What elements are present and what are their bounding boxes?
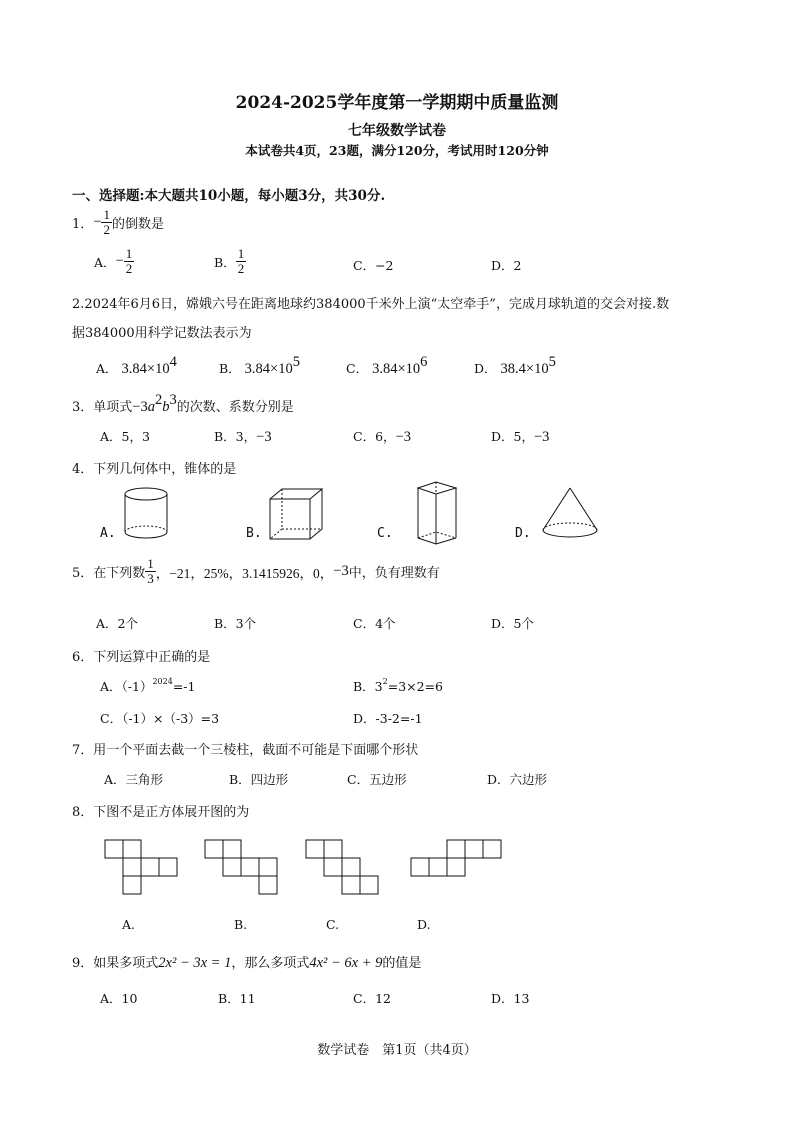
option-a[interactable]: A. — [100, 526, 116, 541]
net-figure-b — [204, 839, 280, 895]
net-figure-c — [305, 839, 381, 895]
exam-title: 2024-2025学年度第一学期期中质量监测 — [235, 93, 559, 113]
prism-figure — [414, 480, 464, 546]
question-8: 8．下图不是正方体展开图的为 — [72, 805, 250, 820]
option-c[interactable]: C. — [326, 917, 340, 932]
question-2-line1: 2.2024年6月6日，嫦娥六号在距离地球约384000千米外上演“太空牵手”，完成月球轨道的交会对接.数 — [72, 297, 670, 312]
question-3: 3．单项式$-3a^2b^3$的次数、系数分别是 — [72, 392, 294, 415]
option-c[interactable]: C．12 — [353, 991, 391, 1006]
option-c[interactable]: C．（-1）×（-3）=3 — [100, 711, 220, 726]
option-c[interactable]: C. — [377, 526, 393, 541]
question-9: 9．如果多项式2x² − 3x = 1，那么多项式4x² − 6x + 9的值是 — [72, 955, 422, 971]
option-a[interactable]: A． $3.84\times 10^4$ — [96, 354, 177, 377]
option-d[interactable]: D. — [417, 917, 431, 932]
option-d[interactable]: D．5，−3 — [491, 429, 550, 445]
cone-figure — [540, 486, 600, 542]
cube-figure — [268, 487, 326, 543]
question-2-line2: 据384000用科学记数法表示为 — [72, 326, 252, 341]
option-c[interactable]: C． $3.84\times 10^6$ — [346, 354, 428, 377]
question-number: 1． — [72, 217, 94, 232]
exam-info: 本试卷共4页，23题，满分120分，考试用时120分钟 — [245, 143, 549, 158]
question-6: 6．下列运算中正确的是 — [72, 650, 211, 665]
option-b[interactable]: B．四边形 — [229, 772, 289, 787]
option-d[interactable]: D．六边形 — [487, 772, 548, 787]
option-b[interactable]: B．11 — [218, 991, 256, 1006]
question-7: 7．用一个平面去截一个三棱柱，截面不可能是下面哪个形状 — [72, 743, 419, 758]
option-b[interactable]: B．$3^2=3\times 2=6$ — [353, 677, 444, 694]
option-b[interactable]: B. — [246, 526, 262, 541]
question-5: 5．在下列数 $\frac{1}{3}$ ，−21，25%，3.1415926，0， −3 中，负有理数有 — [72, 556, 440, 586]
option-a[interactable]: A．10 — [100, 991, 138, 1006]
option-c[interactable]: C．五边形 — [347, 772, 407, 787]
option-a[interactable]: A．2个 — [96, 616, 138, 631]
option-d[interactable]: D．5个 — [491, 616, 534, 631]
option-b[interactable]: B．3，−3 — [214, 429, 272, 445]
option-b[interactable]: B. — [234, 917, 248, 932]
option-d[interactable]: D． $38.4\times 10^5$ — [474, 354, 556, 377]
option-b[interactable]: B．3个 — [214, 616, 257, 631]
option-d[interactable]: D. — [515, 526, 531, 541]
option-d[interactable]: D．-3-2=-1 — [353, 711, 423, 726]
net-figure-d — [410, 839, 504, 877]
option-d[interactable]: D．13 — [491, 991, 530, 1006]
question-4: 4．下列几何体中，锥体的是 — [72, 462, 237, 477]
option-c[interactable]: C．4个 — [353, 616, 396, 631]
option-a[interactable]: A．5，3 — [100, 429, 150, 444]
option-b[interactable]: B． $3.84\times 10^5$ — [219, 354, 300, 377]
option-a[interactable]: A．三角形 — [104, 772, 164, 787]
option-d[interactable]: D．2 — [491, 258, 522, 273]
exam-subtitle: 七年级数学试卷 — [348, 123, 446, 139]
option-b[interactable]: B． $\frac{1}{2}$ — [214, 246, 245, 276]
page-footer: 数学试卷 第1页（共4页） — [317, 1043, 477, 1058]
option-a[interactable]: A．$(-1)^{2024}=-1$ — [100, 677, 196, 694]
option-a[interactable]: A. — [122, 917, 136, 932]
fraction: $\frac{1}{2}$ — [103, 207, 110, 237]
option-c[interactable]: C．6，−3 — [353, 429, 411, 445]
option-c[interactable]: C．−2 — [353, 258, 394, 273]
question-1: 1． − $\frac{1}{2}$ 的倒数是 — [72, 207, 164, 237]
cylinder-figure — [120, 486, 172, 544]
section-heading: 一、选择题:本大题共10小题，每小题3分，共30分. — [72, 188, 386, 204]
net-figure-a — [104, 839, 180, 895]
question-text: 的倒数是 — [111, 217, 164, 232]
option-a[interactable]: A． − $\frac{1}{2}$ — [94, 246, 133, 276]
